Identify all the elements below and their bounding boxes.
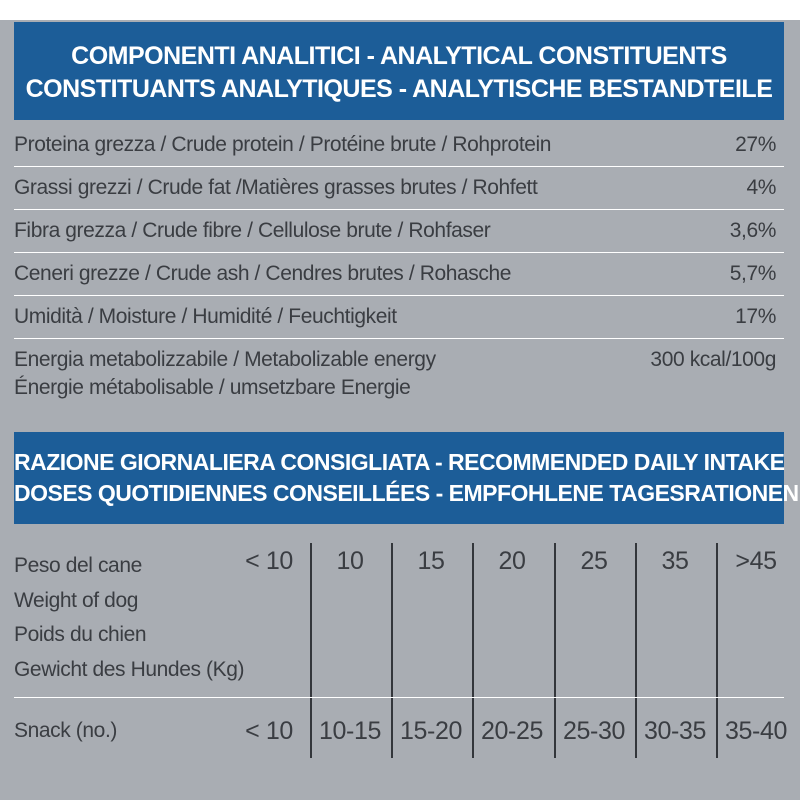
weight-label-fr: Poids du chien bbox=[14, 623, 147, 646]
ration-table bbox=[14, 543, 787, 758]
energy-label-line1: Energia metabolizzabile / Metabolizable energy bbox=[14, 348, 436, 371]
constituent-label: Fibra grezza / Crude fibre / Cellulose brute / Rohfaser bbox=[14, 219, 491, 242]
constituent-value: 3,6% bbox=[729, 219, 776, 242]
analytical-title-line2: CONSTITUANTS ANALYTIQUES - ANALYTISCHE BESTANDTEILE bbox=[25, 75, 773, 103]
snack-cell: 20-25 bbox=[481, 717, 543, 745]
constituent-label: Proteina grezza / Crude protein / Protéine brute / Rohprotein bbox=[14, 133, 552, 156]
weight-cell: 35 bbox=[661, 547, 689, 575]
constituent-row-fat bbox=[14, 167, 784, 210]
top-border bbox=[0, 0, 800, 20]
constituent-row-energy bbox=[14, 339, 784, 409]
weight-label-it: Peso del cane bbox=[14, 554, 142, 577]
weight-cell: < 10 bbox=[245, 547, 293, 575]
snack-cell: 15-20 bbox=[400, 717, 462, 745]
analytical-constituents-section bbox=[14, 22, 784, 409]
constituent-value: 5,7% bbox=[729, 262, 776, 285]
constituent-label: Ceneri grezze / Crude ash / Cendres brutes / Rohasche bbox=[14, 262, 512, 285]
daily-intake-header bbox=[14, 432, 799, 524]
constituent-value: 4% bbox=[746, 176, 776, 199]
constituent-row-moisture bbox=[14, 296, 784, 339]
weight-label-en: Weight of dog bbox=[14, 588, 138, 612]
snack-cell: 10-15 bbox=[319, 717, 381, 745]
constituent-row-fibre bbox=[14, 210, 784, 253]
constituent-row-protein bbox=[14, 124, 784, 167]
energy-value: 300 kcal/100g bbox=[650, 348, 776, 371]
snack-label: Snack (no.) bbox=[14, 719, 117, 742]
analytical-header bbox=[14, 22, 784, 120]
energy-label-line2: Énergie métabolisable / umsetzbare Energie bbox=[14, 376, 411, 399]
weight-cell: 25 bbox=[580, 547, 608, 575]
daily-intake-section bbox=[14, 432, 799, 524]
weight-cell: 20 bbox=[498, 547, 526, 575]
weight-cell: 10 bbox=[336, 547, 364, 575]
snack-cell: 25-30 bbox=[563, 717, 625, 745]
constituent-label: Umidità / Moisture / Humidité / Feuchtigkeit bbox=[14, 305, 397, 328]
snack-cell: < 10 bbox=[245, 717, 293, 745]
weight-label bbox=[14, 549, 244, 687]
daily-intake-title-line2: DOSES QUOTIDIENNES CONSEILLÉES - EMPFOHLENE TAGESRATIONEN bbox=[14, 480, 799, 506]
row-divider bbox=[14, 697, 784, 698]
analytical-title-line1: COMPONENTI ANALITICI - ANALYTICAL CONSTITUENTS bbox=[71, 42, 727, 70]
constituent-value: 27% bbox=[735, 133, 776, 156]
daily-intake-title-line1: RAZIONE GIORNALIERA CONSIGLIATA - RECOMMENDED DAILY INTAKE bbox=[14, 449, 785, 475]
snack-cell: 35-40 bbox=[725, 717, 787, 745]
weight-cell: >45 bbox=[735, 547, 777, 575]
constituents-list bbox=[14, 124, 784, 409]
constituent-label: Grassi grezzi / Crude fat /Matières grasses brutes / Rohfett bbox=[14, 176, 538, 199]
constituent-value: 17% bbox=[735, 305, 776, 328]
weight-cell: 15 bbox=[417, 547, 445, 575]
snack-cell: 30-35 bbox=[644, 717, 706, 745]
weight-label-de: Gewicht des Hundes (Kg) bbox=[14, 657, 245, 681]
constituent-row-ash bbox=[14, 253, 784, 296]
